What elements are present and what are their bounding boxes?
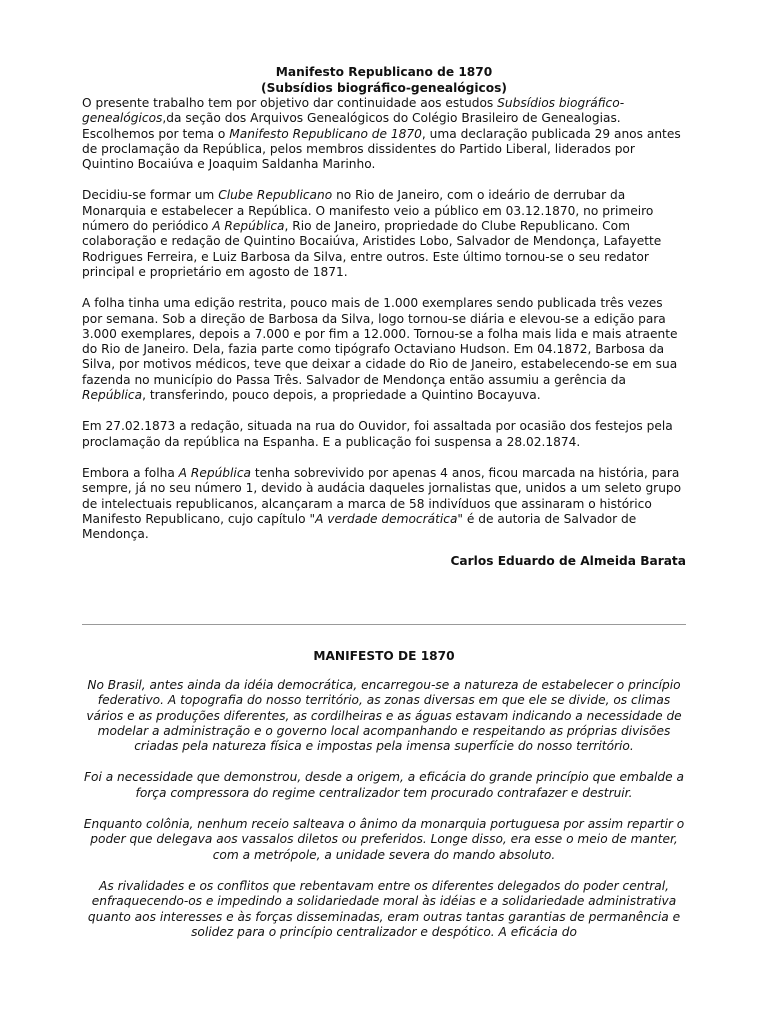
manifesto-paragraph-2: Foi a necessidade que demonstrou, desde a origem, a eficácia do grande princípio que embalde a força compressora do regime centralizador tem procurado contrafazer e destruir. bbox=[83, 770, 684, 800]
author-name: Carlos Eduardo de Almeida Barata bbox=[450, 554, 686, 569]
document-title: Manifesto Republicano de 1870 bbox=[275, 65, 493, 79]
manifesto-title: MANIFESTO DE 1870 bbox=[313, 649, 455, 663]
intro-paragraph-5: Embora a folha A República tenha sobrevivido por apenas 4 anos, ficou marcada na história, para sempre, já no seu número 1, devido à audácia daqueles jornalistas que, unidos a um seleto grupo de intelectuais republicanos, alcançaram a marca de 58 indivíduos que assinaram o histórico Manifesto Republicano, cujo capítulo "A verdade democrática" é de autoria de Salvador de Mendonça. bbox=[82, 465, 682, 542]
italic-title: Manifesto Republicano de 1870 bbox=[229, 126, 422, 141]
italic-title: Clube Republicano bbox=[218, 188, 333, 203]
intro-paragraph-3: A folha tinha uma edição restrita, pouco mais de 1.000 exemplares sendo publicada três vezes por semana. Sob a direção de Barbosa da Silva, logo tornou-se diária e elevou-se a edição para 3.000 exemplares, depois a 7.000 e por fim a 12.000. Tornou-se a folha mais lida e mais atraente do Rio de Janeiro. Dela, fazia parte como tipógrafo Octaviano Hudson. Em 04.1872, Barbosa da Silva, por motivos médicos, teve que deixar a cidade do Rio de Janeiro, estabelecendo-se em sua fazenda no município do Passa Três. Salvador de Mendonça então assumiu a gerência da República, transferindo, pouco depois, a propriedade a Quintino Bocayuva. bbox=[82, 296, 678, 403]
intro-section bbox=[82, 64, 686, 569]
italic-title: A República bbox=[212, 219, 285, 234]
document-subtitle: (Subsídios biográfico-genealógicos) bbox=[261, 81, 507, 95]
italic-title: República bbox=[82, 388, 143, 403]
italic-title: A verdade democrática bbox=[315, 511, 458, 526]
italic-title: A República bbox=[178, 465, 251, 480]
manifesto-paragraph-3: Enquanto colônia, nenhum receio salteava o ânimo da monarquia portuguesa por assim repartir o poder que delegava aos vassalos diletos ou preferidos. Longe disso, era esse o meio de manter, com a metrópole, a unidade severa do mando absoluto. bbox=[83, 817, 685, 862]
manifesto-paragraph-4: As rivalidades e os conflitos que rebentavam entre os diferentes delegados do poder central, enfraquecendo-os e impedindo a solidariedade moral às idéias e a solidariedade administrativa quanto aos interesses e às forças disseminadas, eram outras tantas garantias de permanência e solidez para o princípio centralizador e despótico. A eficácia do bbox=[87, 878, 681, 939]
manifesto-paragraph-1: No Brasil, antes ainda da idéia democrática, encarregou-se a natureza de estabelecer o princípio federativo. A topografia do nosso território, as zonas diversas em que ele se divide, os climas vários e as produções diferentes, as cordilheiras e as águas estavam indicando a necessidade de modelar a administração e o governo local acompanhando e respeitando as próprias divisões criadas pela natureza física e impostas pela imensa superfície do nosso território. bbox=[86, 678, 682, 754]
document-heading bbox=[82, 64, 686, 96]
intro-paragraph-2: Decidiu-se formar um Clube Republicano no Rio de Janeiro, com o ideário de derrubar da Monarquia e estabelecer a República. O manifesto veio a público em 03.12.1870, no primeiro número do periódico A República, Rio de Janeiro, propriedade do Clube Republicano. Com colaboração e redação de Quintino Bocaiúva, Aristides Lobo, Salvador de Mendonça, Lafayette Rodrigues Ferreira, e Luiz Barbosa da Silva, entre outros. Este último tornou-se o seu redator principal e proprietário em agosto de 1871. bbox=[82, 188, 662, 279]
section-divider bbox=[82, 624, 686, 625]
intro-paragraph-1: O presente trabalho tem por objetivo dar continuidade aos estudos Subsídios biográfico-genealógicos,da seção dos Arquivos Genealógicos do Colégio Brasileiro de Genealogias. Escolhemos por tema o Manifesto Republicano de 1870, uma declaração publicada 29 anos antes de proclamação da República, pelos membros dissidentes do Partido Liberal, liderados por Quintino Bocaiúva e Joaquim Saldanha Marinho. bbox=[82, 96, 681, 172]
italic-title: Subsídios biográfico-genealógicos bbox=[82, 96, 625, 126]
manifesto-section bbox=[82, 648, 686, 940]
intro-paragraph-4: Em 27.02.1873 a redação, situada na rua do Ouvidor, foi assaltada por ocasião dos festejos pela proclamação da república na Espanha. E a publicação foi suspensa a 28.02.1874. bbox=[82, 419, 673, 449]
